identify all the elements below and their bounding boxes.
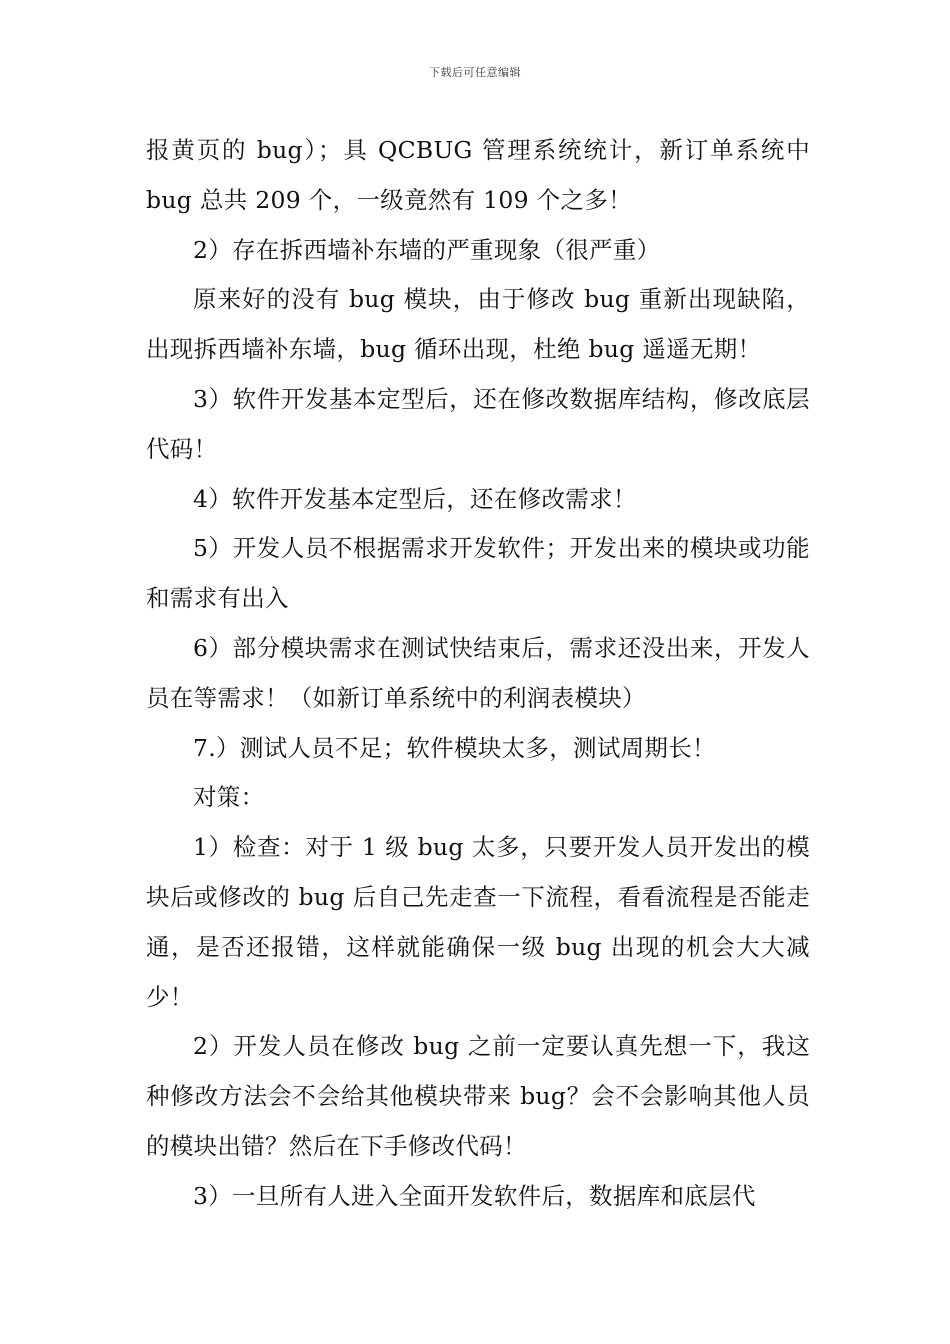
paragraph-issue-6: 6）部分模块需求在测试快结束后，需求还没出来，开发人员在等需求！（如新订单系统中的利润表模块）: [146, 633, 810, 712]
paragraph-countermeasure-1: 1）检查：对于 1 级 bug 太多，只要开发人员开发出的模块后或修改的 bug 后自己先走查一下流程，看看流程是否能走通，是否还报错，这样就能确保一级 bug 出现的机会大大减少！: [146, 833, 810, 1011]
paragraph-issue-7: 7.）测试人员不足；软件模块太多，测试周期长！: [193, 733, 716, 762]
paragraph-issue-2: 2）存在拆西墙补东墙的严重现象（很严重）: [193, 235, 661, 264]
paragraph-continuation-bug-stats: 报黄页的 bug）；具 QCBUG 管理系统统计，新订单系统中 bug 总共 209 个，一级竟然有 109 个之多！: [146, 136, 810, 214]
page-header: 下载后可任意编辑: [429, 66, 521, 79]
document-body: [146, 126, 810, 1222]
paragraph-countermeasure-3: 3）一旦所有人进入全面开发软件后，数据库和底层代: [193, 1181, 756, 1210]
paragraph-issue-4: 4）软件开发基本定型后，还在修改需求！: [193, 484, 637, 513]
paragraph-countermeasures-heading: 对策：: [193, 783, 265, 812]
paragraph-issue-5: 5）开发人员不根据需求开发软件；开发出来的模块或功能和需求有出入: [146, 534, 810, 613]
paragraph-issue-2-detail: 原来好的没有 bug 模块，由于修改 bug 重新出现缺陷，出现拆西墙补东墙，bug 循环出现，杜绝 bug 遥遥无期！: [146, 285, 810, 364]
paragraph-countermeasure-2: 2）开发人员在修改 bug 之前一定要认真先想一下，我这种修改方法会不会给其他模块带来 bug？会不会影响其他人员的模块出错？然后在下手修改代码！: [146, 1032, 810, 1160]
paragraph-issue-3: 3）软件开发基本定型后，还在修改数据库结构，修改底层代码！: [146, 384, 810, 463]
